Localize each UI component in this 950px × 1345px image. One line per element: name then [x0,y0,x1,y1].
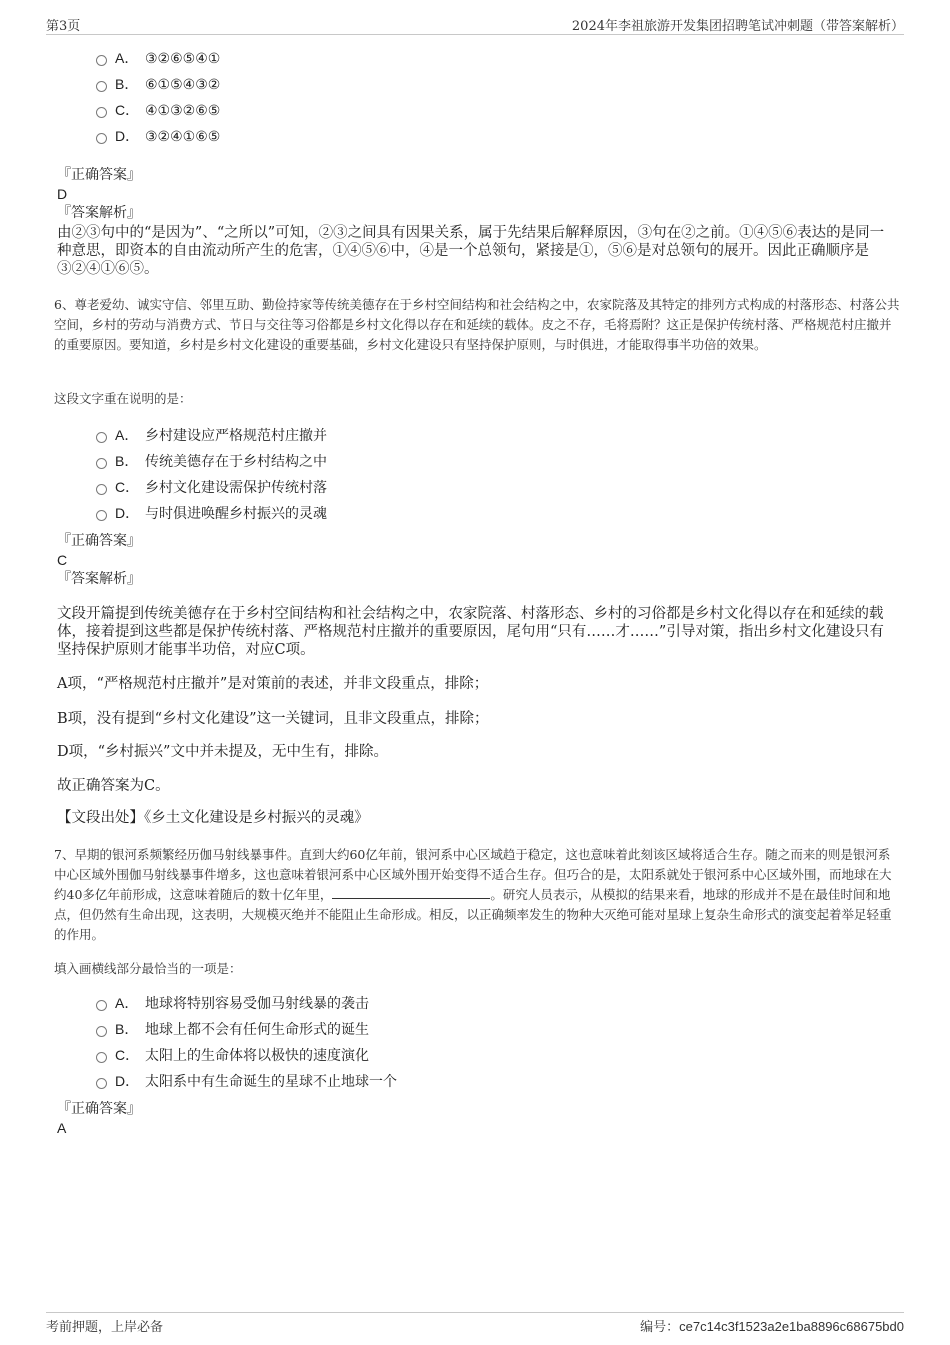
radio-icon[interactable] [96,1052,107,1063]
q5-analysis: 由②③句中的“是因为”、“之所以”可知，②③之间具有因果关系，属于先结果后解释原因，③句在②之前。①④⑤⑥表达的是同一种意思，即资本的自由流动所产生的危害，①④⑤⑥中，④是一个总领句，紧接是①，⑤⑥是对总领句的展开。因此正确顺序是③②④①⑥⑤。 [57,225,885,277]
page-header [46,14,904,35]
radio-icon[interactable] [96,81,107,92]
q6-option-d[interactable]: D． 与时俱进唤醒乡村振兴的灵魂 [96,500,327,526]
page-footer [46,1312,904,1335]
radio-icon[interactable] [96,1078,107,1089]
q6-answer-block [57,532,141,589]
radio-icon[interactable] [96,107,107,118]
q7-option-b[interactable]: B． 地球上都不会有任何生命形式的诞生 [96,1016,397,1042]
q7-option-a[interactable]: A． 地球将特别容易受伽马射线暴的袭击 [96,990,397,1016]
q6-option-b[interactable]: B． 传统美德存在于乡村结构之中 [96,448,327,474]
q5-option-b[interactable]: B． ⑥①⑤④③② [96,71,220,97]
q7-answer-block [57,1100,141,1138]
q5-answer-block [57,166,141,223]
document-title: 2024年李祖旅游开发集团招聘笔试冲刺题（带答案解析） [571,19,904,34]
q6-analysis-main: 文段开篇提到传统美德存在于乡村空间结构和社会结构之中，农家院落、村落形态、乡村的习俗都是乡村文化得以存在和延续的载体，接着提到这些都是保护传统村落、严格规范村庄撤并的重要原因，尾句用“只有……才……”引导对策，指出乡村文化建设只有坚持保护原则才能事半功倍，对应C项。 [57,606,884,658]
correct-answer-label: 『正确答案』 [57,167,141,183]
radio-icon[interactable] [96,1026,107,1037]
footer-slogan: 考前押题，上岸必备 [46,1320,164,1335]
q6-analysis-d: D项，“乡村振兴”文中并未提及，无中生有，排除。 [57,744,388,760]
q6-option-c[interactable]: C． 乡村文化建设需保护传统村落 [96,474,327,500]
q5-options [96,45,220,149]
q6-prompt: 这段文字重在说明的是： [54,391,192,406]
q6-answer: C [57,552,68,568]
q6-analysis-b: B项，没有提到“乡村文化建设”这一关键词，且非文段重点，排除； [57,711,489,727]
radio-icon[interactable] [96,432,107,443]
fill-blank [332,886,490,899]
q7-answer: A [57,1120,67,1136]
q7-prompt: 填入画横线部分最恰当的一项是： [54,961,242,976]
q7-option-d[interactable]: D． 太阳系中有生命诞生的星球不止地球一个 [96,1068,397,1094]
q7-options [96,990,397,1094]
q5-answer: D [57,186,68,202]
correct-answer-label: 『正确答案』 [57,533,141,549]
correct-answer-label: 『正确答案』 [57,1101,141,1117]
radio-icon[interactable] [96,1000,107,1011]
q6-stem: 6、尊老爱幼、诚实守信、邻里互助、勤俭持家等传统美德存在于乡村空间结构和社会结构之中，农家院落及其特定的排列方式构成的村落形态、村落公共空间，乡村的劳动与消费方式、节日与交往等习俗都是乡村文化得以存在和延续的载体。皮之不存，毛将焉附？这正是保护传统村落、严格规范村庄撤并的重要原因。要知道，乡村是乡村文化建设的重要基础，乡村文化建设只有坚持保护原则，与时俱进，才能取得事半功倍的效果。 [54,297,900,352]
q6-options [96,422,327,526]
document-code: 编号：ce7c14c3f1523a2e1ba8896c68675bd0 [640,1319,904,1335]
q6-source: 【文段出处】《乡土文化建设是乡村振兴的灵魂》 [57,810,369,826]
q6-analysis-a: A项，“严格规范村庄撤并”是对策前的表述，并非文段重点，排除； [57,676,489,692]
q6-option-a[interactable]: A． 乡村建设应严格规范村庄撤并 [96,422,327,448]
q5-option-c[interactable]: C． ④①③②⑥⑤ [96,97,220,123]
q7-stem: 7、早期的银河系频繁经历伽马射线暴事件。直到大约60亿年前，银河系中心区域趋于稳定，这也意味着此刻该区域将适合生存。随之而来的则是银河系中心区域外围伽马射线暴事件增多，这也意味着银河系中心区域外围开始变得不适合生存。但巧合的是，太阳系就处于银河系中心区域外围，而地球在大约40多亿年前形成，这意味着随后的数十亿年里， 。研究人员表示，从模拟的结果来看，地球的形成并不是在最佳时间和地点，但仍然有生命出现，这表明，大规模灭绝并不能阻止生命形成。相反，以正确频率发生的物种大灭绝可能对星球上复杂生命形式的演变起着举足轻重的作用。 [54,847,892,942]
radio-icon[interactable] [96,55,107,66]
q7-option-c[interactable]: C． 太阳上的生命体将以极快的速度演化 [96,1042,397,1068]
q5-option-d[interactable]: D． ③②④①⑥⑤ [96,123,220,149]
radio-icon[interactable] [96,133,107,144]
q5-option-a[interactable]: A． ③②⑥⑤④① [96,45,220,71]
analysis-label: 『答案解析』 [57,571,141,587]
page-number: 第3页 [46,19,81,34]
radio-icon[interactable] [96,458,107,469]
radio-icon[interactable] [96,484,107,495]
analysis-label: 『答案解析』 [57,205,141,221]
radio-icon[interactable] [96,510,107,521]
q6-analysis-conclusion: 故正确答案为C。 [57,778,170,794]
